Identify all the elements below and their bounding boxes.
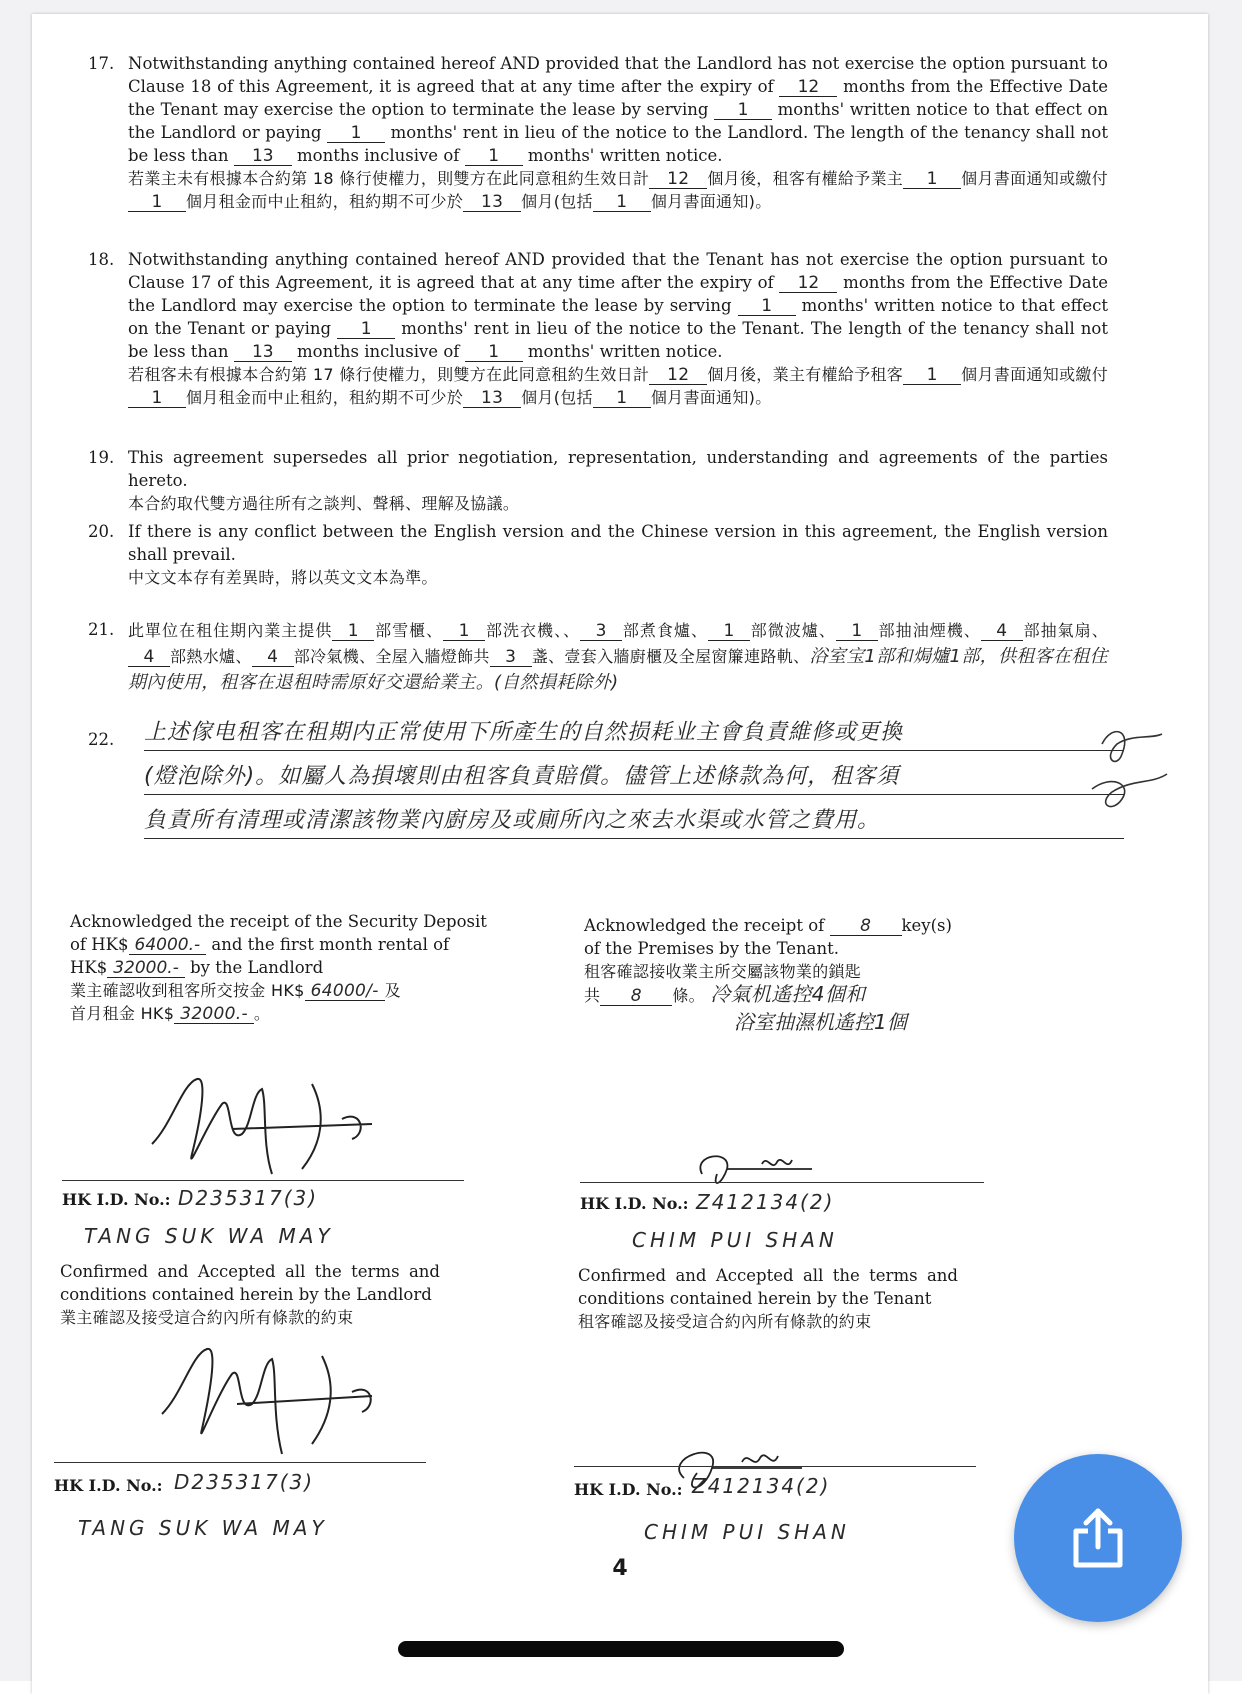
handwritten-line-3: 負責所有清理或清潔該物業內廚房及或廁所內之來去水渠或水管之費用。 — [144, 804, 1124, 839]
fill-rent-months: 1 — [327, 124, 385, 143]
landlord-signature-line-2 — [54, 1462, 426, 1463]
clause-chinese: 若業主未有根據本合約第 18 條行使權力，則雙方在此同意租約生效日計 12 個月後，租客有權給予業主 1 個月書面通知或繳付1 個月租金而中止租約，租約期不可少於 13 個月(包括 1 個月書面通知)。 — [128, 169, 1109, 212]
clause-body: 此單位在租住期內業主提供 1 部雪櫃、 1 部洗衣機、、 3 部煮食爐、 1 部微波爐、 1 部抽油煙機、 4 部抽氣扇、4 部熱水爐、 4 部冷氣機、全屋入牆燈飾共 3 盞、壹套入牆廚櫃及全屋窗簾連路軌、浴室宝1部和焗爐1部，供租客在租住期內使用，租客在退租時需原好交還給業主。(自然損耗除外) — [128, 621, 1108, 693]
deposit-amount: 64000.- — [129, 936, 207, 955]
landlord-confirmation: Confirmed and Accepted all the terms and conditions contained herein by the Landlord 業主確認及接受這合約內所有條款的約束 — [60, 1262, 440, 1327]
landlord-signature-2 — [122, 1334, 402, 1464]
handwritten-line-1: 上述傢电租客在租期内正常使用下所產生的自然损耗业主會負責維修或更換 — [144, 716, 1124, 751]
tenant-id-value: Z412134(2) — [696, 1190, 835, 1214]
clause-body: Notwithstanding anything contained hereof AND provided that the Landlord has not exercise the option pursuant to Clause 18 of this Agreement, it is agreed that at any time after the expiry of 12 months from the Effective Date the Tenant may exercise the option to terminate the lease by serving 1 months' written notice to that effect on the Landlord or paying 1 months' rent in lieu of the notice to the Landlord. The length of the tenancy shall not be less than 13 months inclusive of 1 months' written notice. 若業主未有根據本合約第 18 條行使權力，則雙方在此同意租約生效日計 12 個月後，租客有權給予業主 1 個月書面通知或繳付1 個月租金而中止租約，租約期不可少於 13 個月(包括 1 個月書面通知)。 — [128, 54, 1109, 212]
clause-body: Notwithstanding anything contained hereof AND provided that the Tenant has not exercise the option pursuant to Clause 17 of this Agreement, it is agreed that at any time after the expiry of 12 months from the Effective Date the Landlord may exercise the option to terminate the lease by serving 1 months' written notice to that effect on the Tenant or paying 1 months' rent in lieu of the notice to the Tenant. The length of the tenancy shall not be less than 13 months inclusive of 1 months' written notice. 若租客未有根據本合約第 17 條行使權力，則雙方在此同意租約生效日計 12 個月後，業主有權給予租客 1 個月書面通知或繳付1 個月租金而中止租約，租約期不可少於 13 個月(包括 1 個月書面通知)。 — [128, 250, 1109, 408]
landlord-id-label: HK I.D. No.: — [62, 1190, 171, 1209]
share-button[interactable] — [1014, 1454, 1182, 1622]
landlord-name-2: TANG SUK WA MAY — [78, 1516, 328, 1540]
key-count: 8 — [830, 917, 902, 936]
tenant-signature — [672, 1144, 832, 1194]
initials-scribble — [1082, 714, 1182, 834]
landlord-signature — [112, 1064, 392, 1184]
fill-min-tenancy: 13 — [234, 147, 292, 166]
clause-number: 20. — [88, 522, 115, 541]
clause-number: 19. — [88, 448, 115, 467]
tenant-name-2: CHIM PUI SHAN — [644, 1520, 850, 1544]
landlord-receipt: Acknowledged the receipt of the Security Deposit of HK$ 64000.- and the first month rental of HK$ 32000.- by the Landlord 業主確認收到租客所交按金 HK$ 64000/- 及 首月租金 HK$ 32000.- 。 — [70, 912, 487, 1024]
fill-months-expiry: 12 — [779, 78, 837, 97]
tenant-signature-line — [580, 1182, 984, 1183]
landlord-id-value-2: D235317(3) — [174, 1470, 315, 1494]
landlord-id-value: D235317(3) — [178, 1186, 319, 1210]
tenant-id-value-2: Z412134(2) — [692, 1474, 831, 1498]
document-page[interactable] — [32, 14, 1208, 1694]
tenant-receipt: Acknowledged the receipt of 8 key(s) of the Premises by the Tenant. 租客確認接收業主所交屬該物業的鎖匙 共 8 條。 冷氣机遙控4個和 浴室抽濕机遙控1個 — [584, 916, 952, 1034]
handwritten-line-2: (燈泡除外)。如屬人為損壞則由租客負責賠償。儘管上述條款為何，租客須 — [144, 760, 1124, 795]
landlord-id-label-2: HK I.D. No.: — [54, 1476, 163, 1495]
landlord-signature-line — [62, 1180, 464, 1181]
tenant-id-label-2: HK I.D. No.: — [574, 1480, 683, 1499]
handwritten-remote-note: 冷氣机遙控4個和 — [710, 982, 866, 1006]
tenant-signature-line-2 — [574, 1466, 976, 1467]
fill-inclusive-notice: 1 — [465, 147, 523, 166]
tenant-id-label: HK I.D. No.: — [580, 1194, 689, 1213]
home-indicator[interactable] — [398, 1641, 844, 1657]
share-icon — [1070, 1507, 1126, 1569]
clause-chinese: 若租客未有根據本合約第 17 條行使權力，則雙方在此同意租約生效日計 12 個月後，業主有權給予租客 1 個月書面通知或繳付1 個月租金而中止租約，租約期不可少於 13 個月(包括 1 個月書面通知)。 — [128, 365, 1109, 408]
clause-number: 21. — [88, 620, 115, 639]
tenant-confirmation: Confirmed and Accepted all the terms and conditions contained herein by the Tenant 租客確認及接受這合約內所有條款的約束 — [578, 1266, 958, 1331]
clause-body: If there is any conflict between the English version and the Chinese version in this agreement, the English version shall prevail. 中文文本存有差異時，將以英文文本為準。 — [128, 522, 1108, 587]
tenant-name: CHIM PUI SHAN — [632, 1228, 838, 1252]
rent-amount: 32000.- — [107, 959, 185, 978]
clause-number: 18. — [88, 250, 115, 269]
page-number: 4 — [612, 1556, 628, 1581]
clause-number: 17. — [88, 54, 115, 73]
landlord-name: TANG SUK WA MAY — [84, 1224, 334, 1248]
fill-notice-months: 1 — [714, 101, 772, 120]
handwritten-appendix: 浴室宝1部和焗爐1部，供租客在租住期內使用，租客在退租時需原好交還給業主。(自然損耗除外) — [128, 646, 1108, 693]
clause-number: 22. — [88, 730, 115, 749]
clause-body: This agreement supersedes all prior negotiation, representation, understanding and agreements of the parties hereto. 本合約取代雙方過往所有之談判、聲稱、理解及協議。 — [128, 448, 1108, 513]
